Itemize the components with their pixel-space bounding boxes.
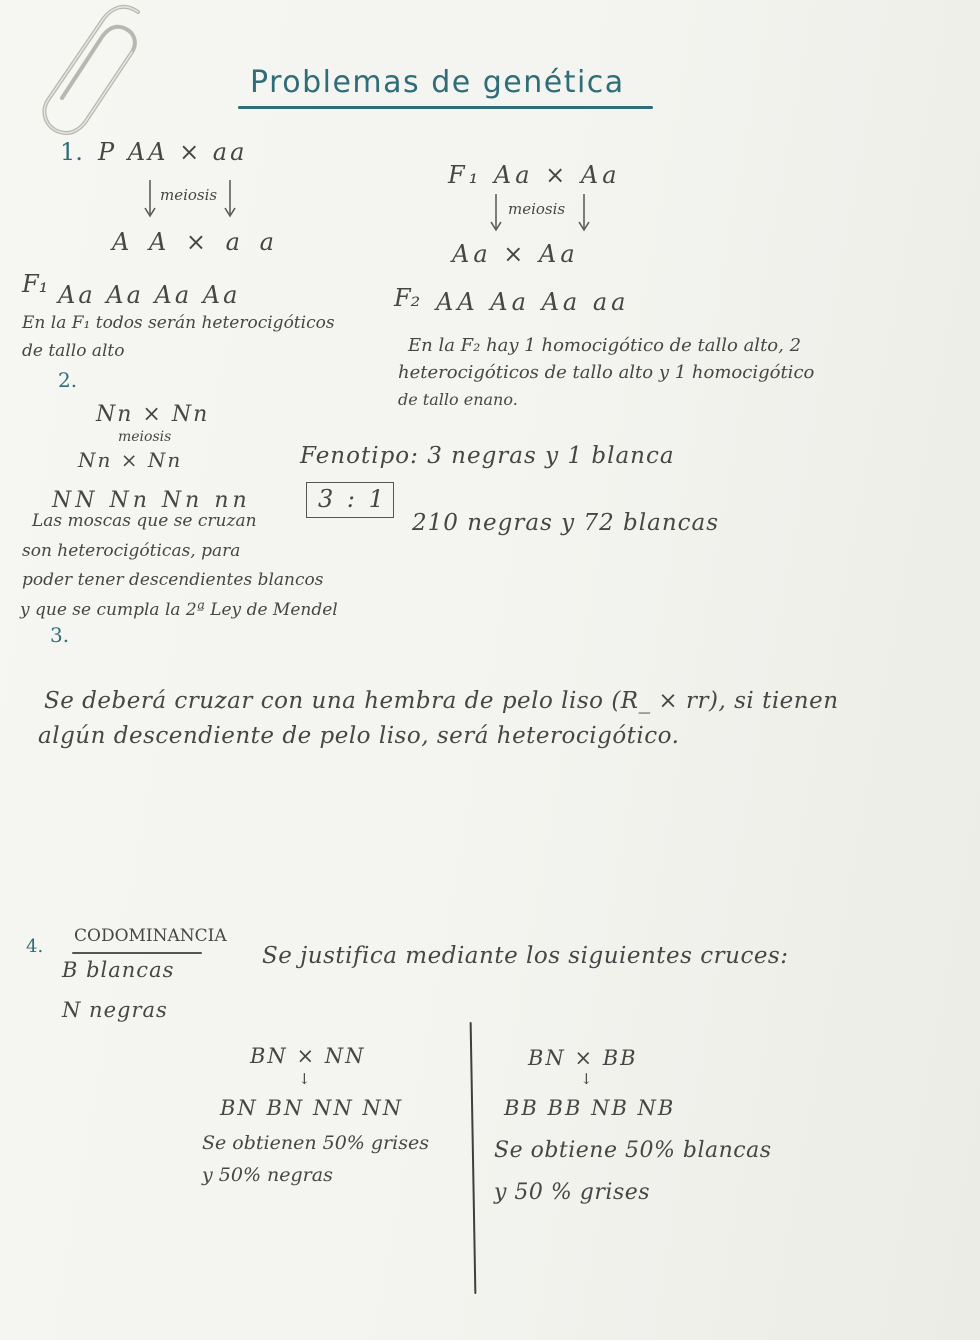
- p1-left-note-line-2: de tallo alto: [22, 341, 125, 361]
- p4-key-b: B blancas: [62, 958, 175, 982]
- p1-f1-cross: F₁ Aa × Aa: [448, 161, 621, 189]
- p1-right-meiosis-label: meiosis: [508, 200, 566, 218]
- p4-heading: CODOMINANCIA: [74, 926, 227, 946]
- p1-parental-cross: P AA × aa: [98, 138, 248, 166]
- p2-meiosis-label: meiosis: [118, 429, 172, 445]
- p4-right-offspring: BB BB NB NB: [504, 1096, 676, 1120]
- p4-left-result-line-1: Se obtienen 50% grises: [202, 1132, 429, 1154]
- p2-phenotype: Fenotipo: 3 negras y 1 blanca: [300, 443, 675, 469]
- p1-gametes: A A × a a: [112, 228, 280, 256]
- p4-divider-line: [470, 1022, 477, 1294]
- paper-clip-icon: [20, 0, 150, 140]
- p4-key-n: N negras: [62, 998, 168, 1022]
- p1-f1-genotypes: Aa Aa Aa Aa: [58, 281, 241, 309]
- problem-3-number: 3.: [50, 623, 70, 647]
- p4-left-offspring: BN BN NN NN: [220, 1096, 404, 1120]
- p1-f2-label: F₂: [394, 284, 421, 312]
- p2-note-line-4: y que se cumpla la 2ª Ley de Mendel: [20, 600, 338, 620]
- p4-justify: Se justifica mediante los siguientes cruces:: [262, 943, 789, 969]
- p2-note-line-1: Las moscas que se cruzan: [32, 511, 257, 531]
- title-underline: [238, 106, 653, 109]
- p1-right-note-line-2: heterocigóticos de tallo alto y 1 homocigótico: [398, 362, 815, 383]
- p2-gametes: Nn × Nn: [78, 448, 183, 472]
- p2-offspring: NN Nn Nn nn: [52, 488, 251, 513]
- problem-2-number: 2.: [58, 368, 78, 392]
- p3-line-1: Se deberá cruzar con una hembra de pelo liso (R_ × rr), si tienen: [44, 688, 839, 714]
- p4-left-cross: BN × NN: [250, 1044, 366, 1068]
- p1-f2-genotypes: AA Aa Aa aa: [436, 288, 630, 316]
- p2-ratio: 3 : 1: [318, 485, 387, 513]
- problem-1-number: 1.: [60, 138, 83, 166]
- down-arrow-icon: ↓: [298, 1070, 311, 1088]
- p2-note-line-3: poder tener descendientes blancos: [22, 570, 324, 590]
- p1-right-gametes: Aa × Aa: [452, 240, 579, 268]
- p4-heading-underline: [72, 952, 202, 954]
- p2-counts: 210 negras y 72 blancas: [412, 510, 720, 536]
- p2-cross: Nn × Nn: [96, 402, 210, 427]
- down-arrow-icon: ↓: [580, 1070, 593, 1088]
- page-title: Problemas de genética: [250, 65, 625, 100]
- p1-f1-label: F₁: [22, 270, 49, 298]
- meiosis-arrows-icon: [140, 178, 250, 222]
- p1-meiosis-label: meiosis: [160, 186, 218, 204]
- meiosis-arrows-icon: [488, 192, 598, 236]
- p1-right-note-line-1: En la F₂ hay 1 homocigótico de tallo alto, 2: [408, 335, 802, 356]
- p2-note-line-2: son heterocigóticas, para: [22, 541, 241, 561]
- p1-left-note-line-1: En la F₁ todos serán heterocigóticos: [22, 313, 335, 333]
- problem-4-number: 4.: [26, 936, 44, 957]
- p3-line-2: algún descendiente de pelo liso, será heterocigótico.: [38, 723, 680, 749]
- p4-left-result-line-2: y 50% negras: [202, 1164, 333, 1186]
- p4-right-result-line-1: Se obtiene 50% blancas: [494, 1138, 772, 1163]
- p1-right-note-line-3: de tallo enano.: [398, 390, 518, 409]
- p4-right-cross: BN × BB: [528, 1046, 638, 1070]
- p4-right-result-line-2: y 50 % grises: [494, 1180, 651, 1205]
